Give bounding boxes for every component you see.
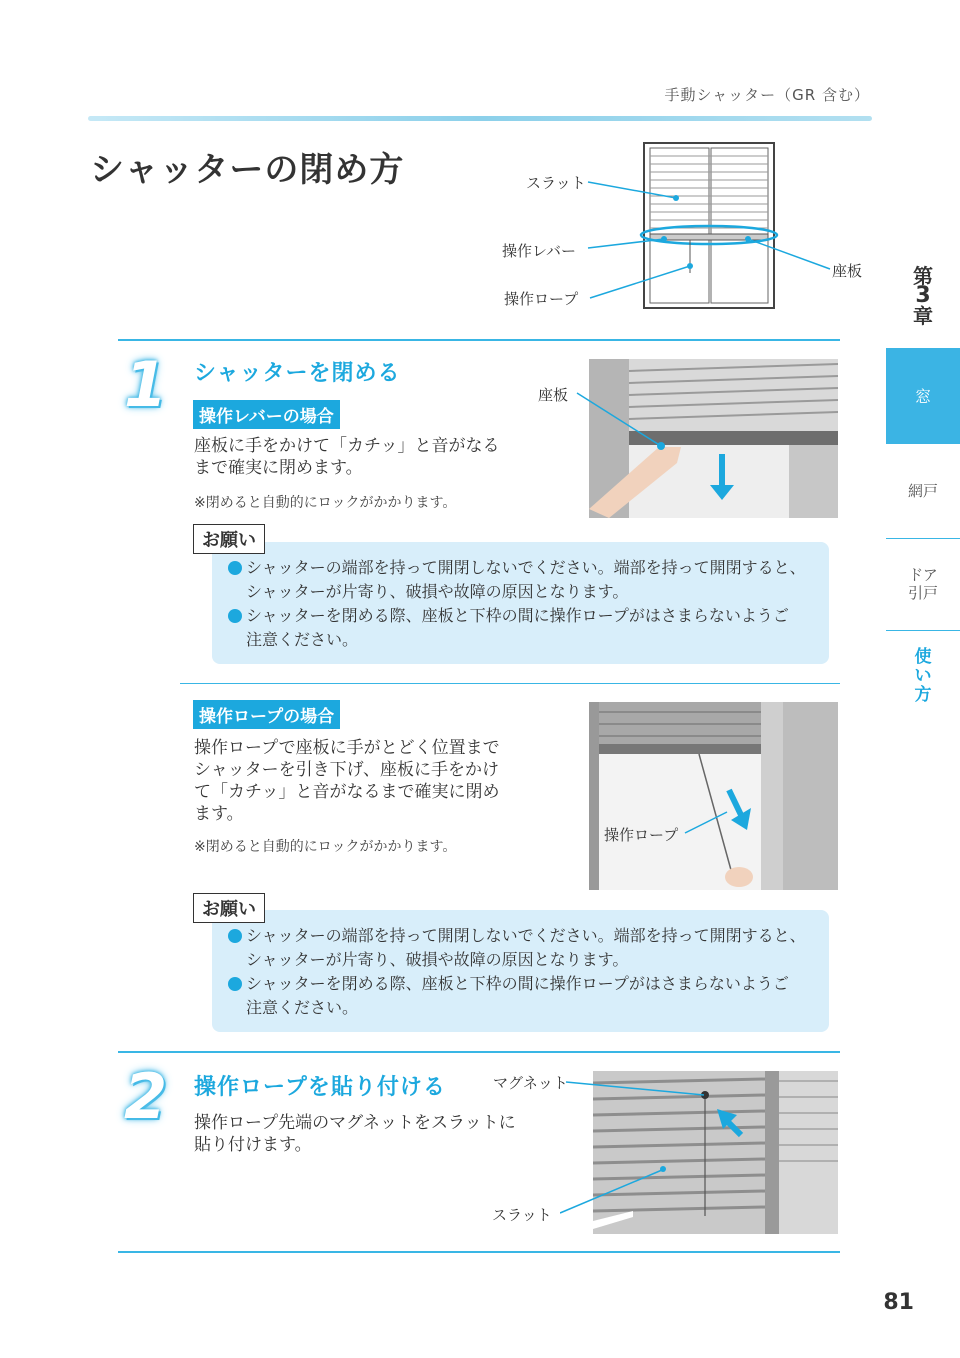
step-2-leaders: [560, 1075, 710, 1225]
step-number-1: 1: [124, 348, 168, 421]
tab-door-sliding[interactable]: ドア 引戸: [907, 566, 938, 602]
page-title: シャッターの閉め方: [90, 150, 405, 190]
header-divider: [88, 116, 872, 121]
notice-label-1: お願い: [193, 524, 265, 554]
rope-leader: [683, 808, 733, 838]
page-number: 81: [883, 1290, 914, 1315]
notice-1-item-2: シャッターを閉める際、座板と下枠の間に操作ロープがはさまらないようご 注意ください。: [228, 604, 818, 652]
bullet-icon: [228, 561, 242, 575]
diagram-label-slat: スラット: [526, 174, 586, 192]
photo-label-slat: スラット: [492, 1206, 552, 1224]
photo-label-bottom-bar: 座板: [538, 386, 569, 404]
tab-separator: [886, 630, 960, 631]
bullet-icon: [228, 929, 242, 943]
section-divider: [118, 339, 840, 341]
chapter-marker: 第 3 章: [913, 264, 933, 328]
rope-instructions: 操作ロープで座板に手がとどく位置まで シャッターを引き下げ、座板に手をかけ て「カチッ」と音がなるまで確実に閉め ます。: [194, 738, 500, 824]
notice-label-2: お願い: [193, 893, 265, 923]
rope-lock-note: ※閉めると自動的にロックがかかります。: [194, 839, 457, 855]
bottom-bar-leader: [575, 390, 665, 450]
tab-window-active[interactable]: 窓: [886, 348, 960, 444]
photo-label-rope: 操作ロープ: [604, 826, 679, 844]
lever-case-tag: 操作レバーの場合: [193, 400, 340, 429]
step-2-title: 操作ロープを貼り付ける: [194, 1075, 446, 1100]
step-2-instructions: 操作ロープ先端のマグネットをスラットに 貼り付けます。: [194, 1113, 516, 1155]
subsection-divider: [180, 683, 840, 684]
step-1-title: シャッターを閉める: [194, 361, 401, 386]
rope-photo: [589, 702, 838, 890]
tab-usage[interactable]: 使 い 方: [914, 647, 932, 705]
step-number-2: 2: [124, 1060, 168, 1133]
photo-label-magnet: マグネット: [493, 1074, 568, 1092]
diagram-label-bottom-bar: 座板: [832, 262, 863, 280]
bullet-icon: [228, 609, 242, 623]
notice-box-1: [212, 542, 829, 664]
tab-screen-door[interactable]: 網戸: [907, 482, 938, 500]
notice-2-item-1: シャッターの端部を持って開閉しないでください。端部を持って開閉すると、 シャッターが片寄り、破損や故障の原因となります。: [228, 924, 818, 972]
tab-separator: [886, 538, 960, 539]
bullet-icon: [228, 977, 242, 991]
running-header: 手動シャッター（GR 含む）: [664, 86, 870, 104]
lever-lock-note: ※閉めると自動的にロックがかかります。: [194, 495, 457, 511]
notice-box-2: [212, 910, 829, 1032]
section-divider: [118, 1051, 840, 1053]
notice-1-item-1: シャッターの端部を持って開閉しないでください。端部を持って開閉すると、 シャッターが片寄り、破損や故障の原因となります。: [228, 556, 818, 604]
lever-instructions: 座板に手をかけて「カチッ」と音がなる まで確実に閉めます。: [194, 436, 500, 478]
rope-case-tag: 操作ロープの場合: [193, 700, 340, 729]
shutter-diagram: [490, 138, 870, 313]
notice-2-item-2: シャッターを閉める際、座板と下枠の間に操作ロープがはさまらないようご 注意ください。: [228, 972, 818, 1020]
section-divider: [118, 1251, 840, 1253]
diagram-label-lever: 操作レバー: [502, 242, 576, 260]
diagram-label-rope: 操作ロープ: [504, 290, 579, 308]
